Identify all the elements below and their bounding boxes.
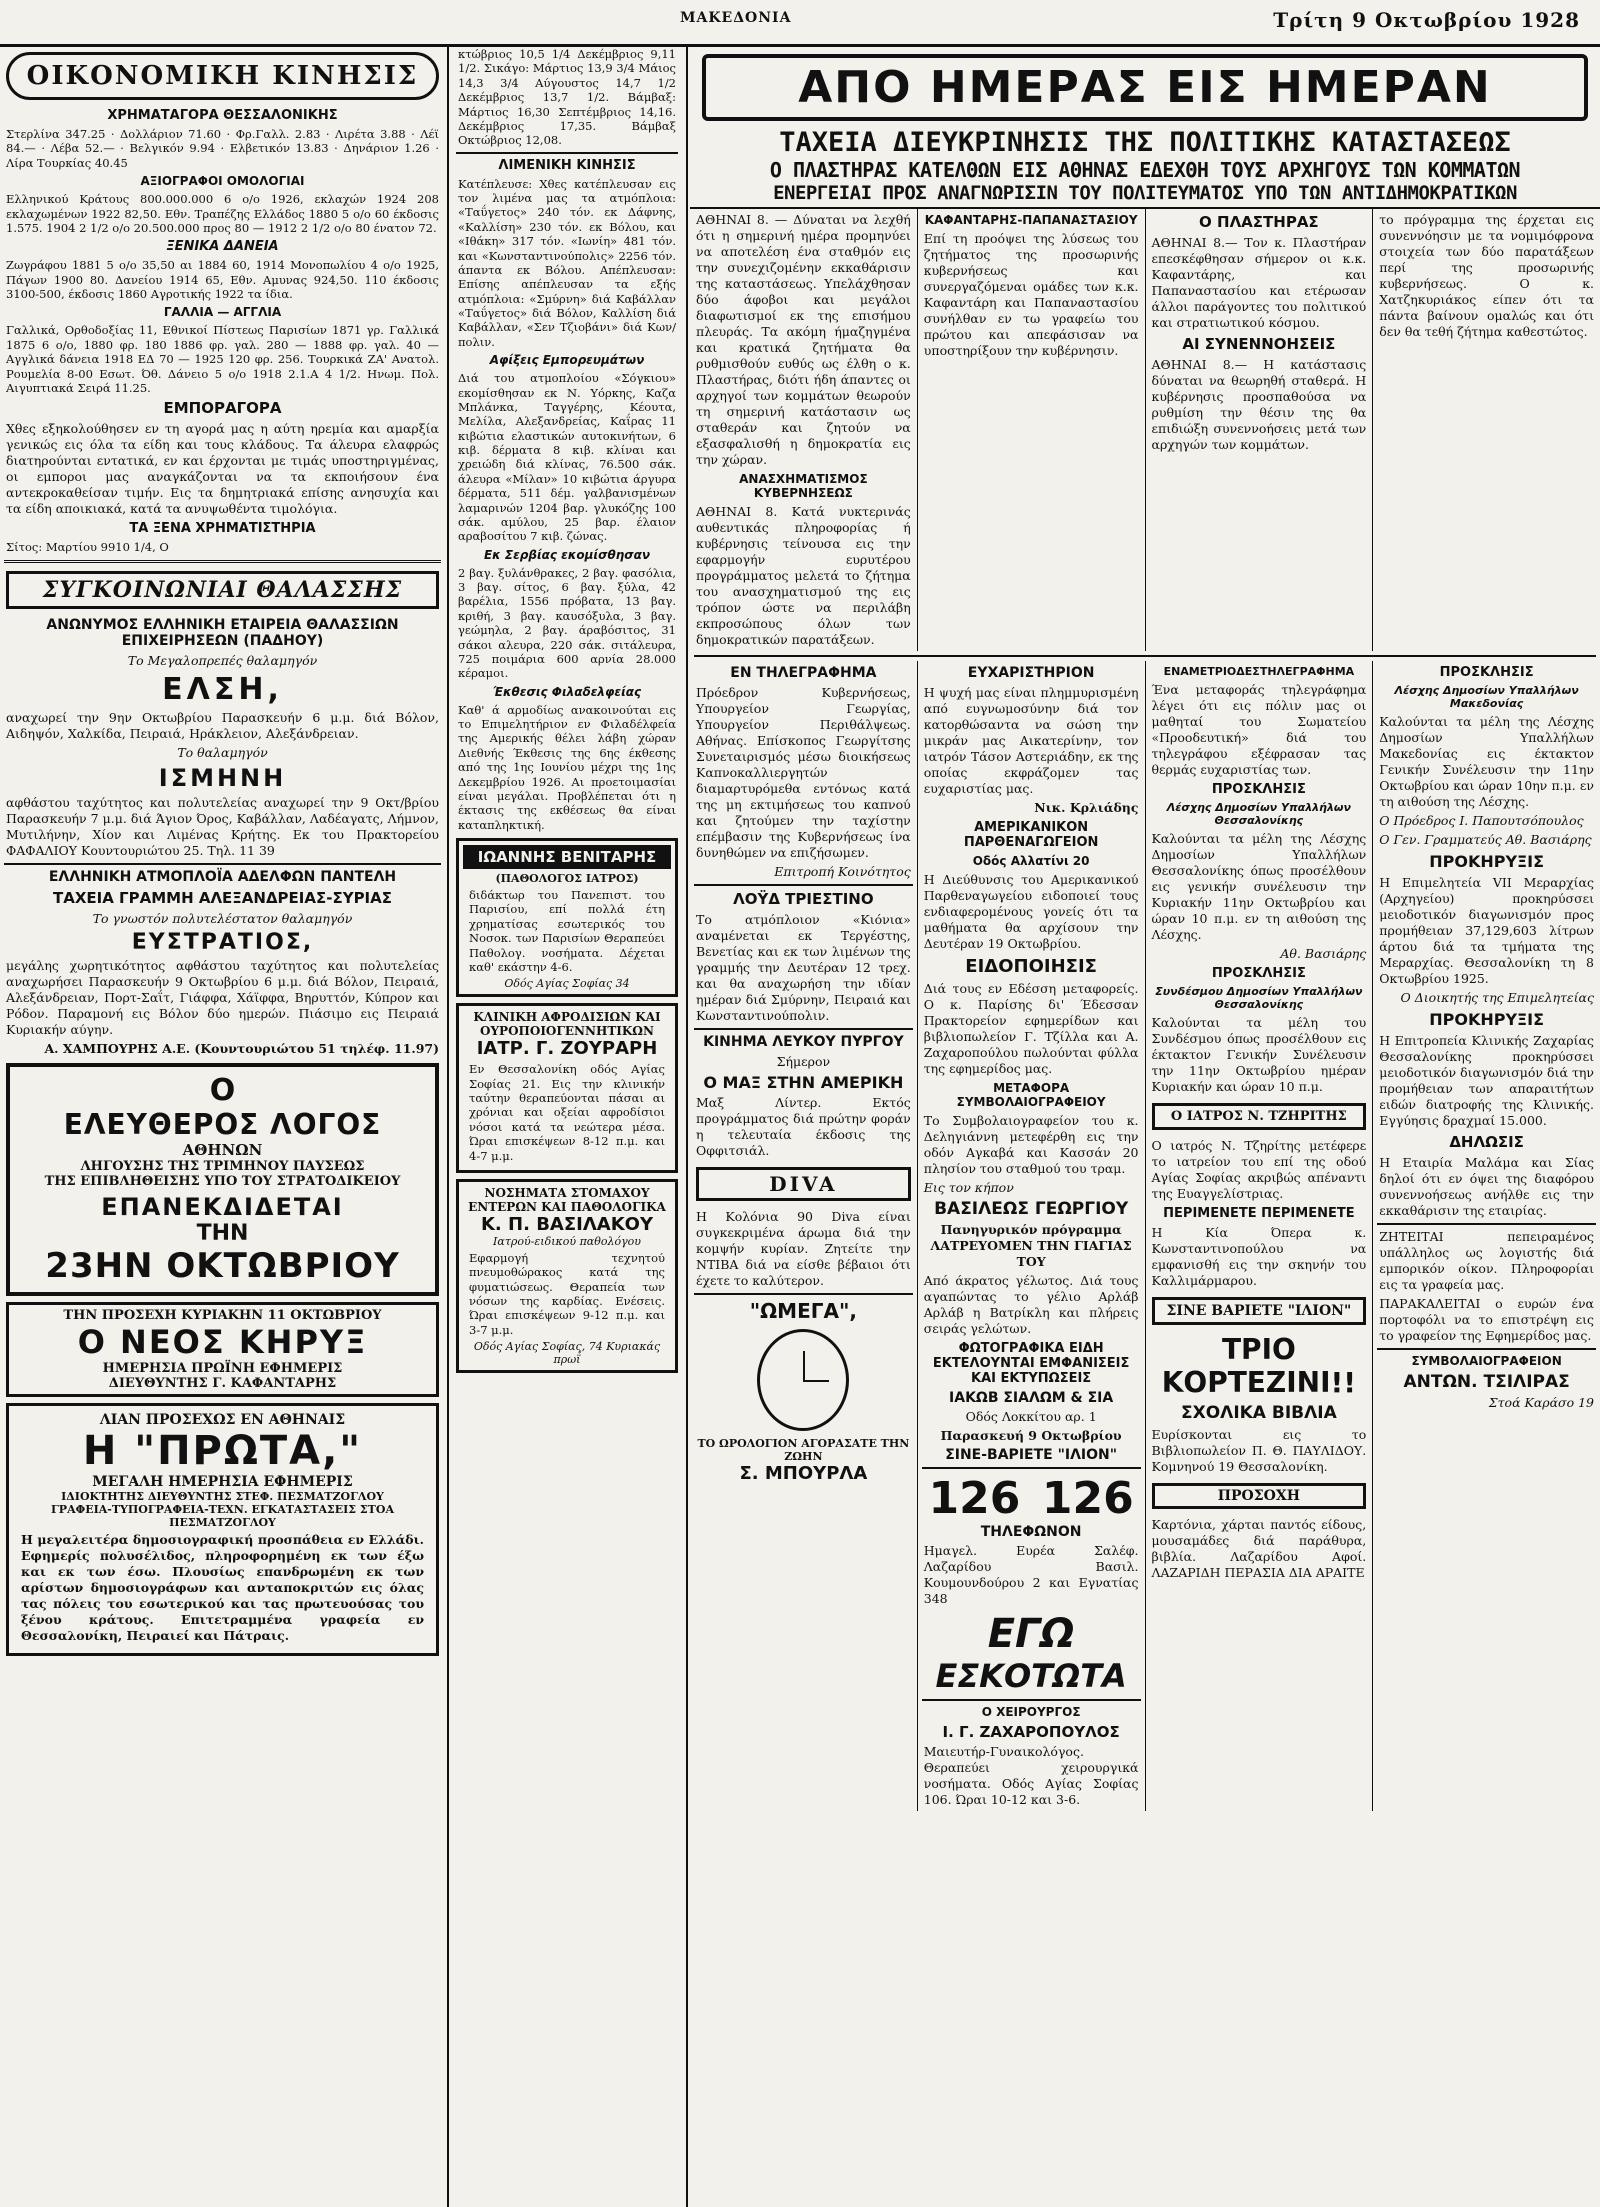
perimenete: ΠΕΡΙΜΕΝΕΤΕ ΠΕΡΙΜΕΝΕΤΕ bbox=[1163, 1206, 1355, 1221]
foreign-exchange-text: Σίτος: Μαρτίου 9910 1/4, Ο bbox=[6, 540, 169, 555]
foreign-loans-title: ΞΕΝΙΚΑ ΔΑΝΕΙΑ bbox=[166, 239, 279, 255]
foreign-loans-text: Ζωγράφου 1881 5 ο/ο 35,50 αι 1884 60, 1914 Μονοπωλίου 4 ο/ο 1925, Πάγων 1900 80. Δανείου 1914 65, Εθν. Αμυνας 924,50. 110 έκδοσις 3100-500, έκδοσις 1860 Αγροτικής 1922 τα ίδια. bbox=[6, 258, 439, 301]
eleftheros-logos-ad bbox=[6, 1063, 439, 1296]
bonds-text: Ελληνικού Κράτους 800.000.000 6 ο/ο 1926, εκλαχών 1924 208 εκλαχωμένων 1922 82,50. Εθν. Τραπέζης Ελλάδος 1880 5 ο/ο 60 έκδοσις 1.575. 1904 2 1/2 ο/ο 20.500.000 προς 80 — 1912 2 1/2 ο/ο 80 ένατον 72. bbox=[6, 192, 439, 235]
metafora-title: ΜΕΤΑΦΟΡΑ ΣΥΜΒΟΛΑΙΟΓΡΑΦΕΙΟΥ bbox=[956, 1081, 1106, 1109]
enam-text: Ένα μεταφοράς τηλεγράφημα λέγει ότι εις πόλιν μας οι μαθηταί του Σωματείου «Προοδευτική» διά του τηλεγράφου εξέφρασαν τας θερμάς ευχαριστίας των. bbox=[1151, 682, 1367, 777]
sxol-title: ΣΧΟΛΙΚΑ ΒΙΒΛΙΑ bbox=[1180, 1403, 1337, 1423]
prota-text: Η μεγαλειτέρα δημοσιογραφική προσπάθεια εν Ελλάδι. Εφημερίς πολυσέλιδος, πληροφορημένη εκ των έξω και εκ των έσω. Πλουσίως επανδρωμένη εκ των αρίστων δημοσιογράφων και ανταποκριτών εις όλας τας πόλεις του εσωτερικού και τας πρωτευούσας του ξένου κράτους. Επιτετραμμένα γραφεία εν Θεσσαλονίκη, Πειραιεί και Πάτραις. bbox=[21, 1531, 424, 1643]
keryx-top: ΤΗΝ ΠΡΟΣΕΧΗ ΚΥΡΙΑΚΗΝ 11 ΟΚΤΩΒΡΙΟΥ bbox=[63, 1307, 382, 1323]
ship1-name: ΕΛΣΗ, bbox=[162, 671, 283, 707]
lloyd-title: ΛΟΫΔ ΤΡΙΕΣΤΙΝΟ bbox=[733, 890, 874, 908]
clinic-text: Εν Θεσσαλονίκη οδός Αγίας Σοφίας 21. Εις την κλινικήν ταύτην θεραπεύονται πάσαι αι χρόνιαι και οξείαι αφροδίσιοι νόσοι κατά τα νεώτερα μέσα. Ώραι επισκέψεων 8-12 π.μ. και 4-7 μ.μ. bbox=[469, 1062, 665, 1163]
divider bbox=[4, 560, 441, 563]
prosk1-text: Καλούνται τα μέλη της Λέσχης Δημοσίων Υπαλλήλων Θεσσαλονίκης όπως προσέλθουν εις γενικήν συνέλευσιν την Κυριακήν 11ην Οκτωβρίου και ώραν 10 π.μ. εν τη αιθούση της Λέσχης. bbox=[1151, 831, 1367, 942]
iatros-title: Ο ΙΑΤΡΟΣ Ν. ΤΖΗΡΙΤΗΣ bbox=[1152, 1103, 1367, 1130]
vasilakou-addr: Οδός Αγίας Σοφίας, 74 Κυριακάς πρωΐ bbox=[473, 1340, 661, 1367]
ship3-agent: Α. ΧΑΜΠΟΥΡΗΣ Α.Ε. (Κουντουριώτου 51 τηλέφ. 11.97) bbox=[44, 1040, 439, 1056]
clinic-doctor: ΙΑΤΡ. Γ. ΖΟΥΡΑΡΗ bbox=[476, 1038, 658, 1060]
clinic-title: ΚΛΙΝΙΚΗ ΑΦΡΟΔΙΣΙΩΝ ΚΑΙ ΟΥΡΟΠΟΙΟΓΕΝΝΗΤΙΚΩΝ bbox=[473, 1010, 661, 1039]
prosk1-sign: Αθ. Βασιάρης bbox=[1280, 946, 1367, 961]
logos-name: ΕΛΕΥΘΕΡΟΣ ΛΟΓΟΣ bbox=[63, 1107, 382, 1141]
symv-addr: Στοά Καράσο 19 bbox=[1488, 1395, 1594, 1410]
xeir-text: Μαιευτήρ-Γυναικολόγος. Θεραπεύει χειρουργικά νοσήματα. Οδός Αγίας Σοφίας 106. Ώραι 10-12 και 3-6. bbox=[923, 1744, 1139, 1807]
phila-text: Καθ' ά αρμοδίως ανακοινούται εις το Επιμελητήριον εν Φιλαδέλφεία της Αμερικής θέλει λάβη χώραν Διεθνής Έκθεσις της 6ης έκθεσης από της 1ης Ιουνίου μέχρι της 1ης Δεκεμβρίου 1926. Αι προετοιμασίαι είναι μεγάλαι. Προβλέπεται ότι η έκτασις της εκθέσεως θα είναι καταπληκτική. bbox=[458, 702, 676, 832]
venitaris-name: ΙΩΑΝΝΗΣ ΒΕΝΙΤΑΡΗΣ bbox=[463, 845, 671, 869]
issue-date: Τρίτη 9 Οκτωβρίου 1928 bbox=[1273, 8, 1580, 32]
econ-section-title: ΟΙΚΟΝΟΜΙΚΗ ΚΙΝΗΣΙΣ bbox=[6, 52, 439, 100]
column-middle bbox=[452, 44, 682, 1379]
symv-name: ΑΝΤΩΝ. ΤΣΙΛΙΡΑΣ bbox=[1403, 1372, 1570, 1392]
prosoxi-text: Καρτόνια, χάρται παντός είδους, μουσαμάδες διά παράθυρα, βιβλία. Λαζαρίδου Αφοί. ΛΑΖΑΡΙΔΗ ΠΕΡΑΣΙΑ ΔΙΑ ΑΡΑΙΤΕ bbox=[1151, 1517, 1367, 1580]
efch-text: Η ψυχή μας είναι πλημμυρισμένη από ευγνωμοσύνην διά τον κατορθώσαντα να σώση την μικράν μας Αικατερίνην, τον ιατρόν Τάσον Αστεριάδην, εκ της οποίας εκφράζομεν τας ευχαριστίας μας. bbox=[923, 685, 1139, 796]
arrivals-text: Διά του ατμοπλοίου «Σόγκιου» εκομίσθησαν εκ Ν. Υόρκης, Καζα Μπλάνκα, Ταγγέρης, Κέουτα, Μελίλα, Αλεξανδρείας, Καΐρας 11 κιβώτια ελαστικών αυτοκινήτων, 6 κιβ. δέρματα 8 κιβ. κλίναι και χρειώδη διά κλίνας, 76.500 σάκ. άλευρα «Μίλαν» 10 κιβώτια άργυρα δέρματα, 511 δέμ. γαλβανισμένων λαμαρινών 1204 βαρ. γλυκόζης 100 σάκ. αμύλου, 25 βαρ. έλαιον αραβοσίτου 7 κιβ. ζώνας. bbox=[458, 371, 676, 544]
divider bbox=[1377, 1223, 1596, 1225]
prota-owner: ΙΔΙΟΚΤΗΤΗΣ ΔΙΕΥΘΥΝΤΗΣ ΣΤΕΦ. ΠΕΣΜΑΤΖΟΓΛΟΥ bbox=[61, 1489, 384, 1503]
main-banner: ΑΠΟ ΗΜΕΡΑΣ ΕΙΣ ΗΜΕΡΑΝ bbox=[702, 54, 1588, 121]
politics-columns bbox=[690, 209, 1600, 651]
prota-top: ΛΙΑΝ ΠΡΟΣΕΧΩΣ ΕΝ ΑΘΗΝΑΙΣ bbox=[99, 1411, 346, 1428]
ship3-company: ΕΛΛΗΝΙΚΗ ΑΤΜΟΠΛΟΪΑ ΑΔΕΛΦΩΝ ΠΑΝΤΕΛΗ bbox=[48, 868, 397, 885]
column-rule bbox=[447, 44, 449, 2207]
omega-sub: ΤΟ ΩΡΟΛΟΓΙΟΝ ΑΓΟΡΑΣΑΤΕ ΤΗΝ ΖΩΗΝ bbox=[697, 1437, 910, 1463]
shipping-header: ΣΥΓΚΟΙΝΩΝΙΑΙ ΘΑΛΑΣΣΗΣ bbox=[6, 571, 439, 609]
vasilakou-name: Κ. Π. ΒΑΣΙΛΑΚΟΥ bbox=[480, 1213, 653, 1235]
commerce-text: Χθες εξηκολούθησεν εν τη αγορά μας η αύτη ηρεμία και αμαρξία γενικώς εις όλα τα είδη και τους κλάδους. Τα άλευρα ελαφρώς διατηρούνται εντατικά, εν και έρχονται με τιμάς υποστηριγμένας, οι εμποροι μας αναγκάζονται να τα εκποιήσουν ένα αντεκροκαθείσαν τιμήν. Εις τα δημητριακά επίσης ανησυχία και τα είδη αποικιακά, κατά τα ανυψωθέντα τιμολόγια. bbox=[6, 421, 439, 517]
intl-title: ΓΑΛΛΙΑ — ΑΓΓΛΙΑ bbox=[163, 305, 282, 320]
logos-o: Ο bbox=[209, 1072, 236, 1108]
logos-line2: ΤΗΣ ΕΠΙΒΛΗΘΕΙΣΗΣ ΥΠΟ ΤΟΥ ΣΤΡΑΤΟΔΙΚΕΙΟΥ bbox=[44, 1173, 401, 1189]
prok2-title: ΠΡΟΚΗΡΥΞΙΣ bbox=[1429, 1010, 1545, 1029]
far-prosk-sub: Λέσχης Δημοσίων Υπαλλήλων Μακεδονίας bbox=[1394, 684, 1579, 710]
amer-title: ΑΜΕΡΙΚΑΝΙΚΟΝ ΠΑΡΘΕΝΑΓΩΓΕΙΟΝ bbox=[963, 820, 1099, 850]
photo-addr: Οδός Λοκκίτου αρ. 1 bbox=[965, 1409, 1097, 1424]
omega-shop: Σ. ΜΠΟΥΡΛΑ bbox=[739, 1463, 868, 1484]
arrivals-title: Αφίξεις Εμπορευμάτων bbox=[489, 353, 645, 368]
bourse-rates: Στερλίνα 347.25 · Δολλάριον 71.60 · Φρ.Γαλλ. 2.83 · Λιρέτα 3.88 · Λέϊ 84.— · Λέβα 52.— · Βελγικόν 9.94 · Ελβετικόν 13.83 · Δηνάριον 1.26 · Λίρα Τουρκίας 40.45 bbox=[6, 127, 439, 170]
keryx-name: Ο ΝΕΟΣ ΚΗΡΥΞ bbox=[77, 1322, 368, 1361]
telegraph-title: ΕΝ ΤΗΛΕΓΡΑΦΗΜΑ bbox=[730, 665, 877, 681]
ship2-text: αφθάστου ταχύτητος και πολυτελείας αναχωρεί την 9 Οκτ/βρίου Παρασκευήν 7 μ.μ. διά Άγιον Όρος, Καβάλλαν, Λαδέαγατς, Λήμνον, Μυτιλήνην, Χίον και Λιμένας Κρήτης. Εκ του Πρακτορείου ΦΑΦΑΛΙΟΥ Κουντουριώτου 25. Τηλ. 11 39 bbox=[6, 794, 439, 858]
keryx-sub: ΗΜΕΡΗΣΙΑ ΠΡΩΪΝΗ ΕΦΗΜΕΡΙΣ bbox=[102, 1360, 343, 1376]
kipos-intro: Εις τον κήπον bbox=[923, 1180, 1014, 1195]
logos-city: ΑΘΗΝΩΝ bbox=[182, 1140, 263, 1159]
venitaris-addr: Οδός Αγίας Σοφίας 34 bbox=[504, 977, 630, 991]
venitaris-ad bbox=[456, 838, 678, 997]
prosk2-text: Καλούνται τα μέλη του Συνδέσμου όπως προσέλθουν εις έκτακτον Γενικήν Συνέλευσιν την 11ην Οκτωβρίου ημέραν Κυριακήν και ώραν 10 π.μ. bbox=[1151, 1015, 1367, 1094]
paper-name: ΜΑΚΕΔΟΝΙΑ bbox=[680, 10, 792, 26]
prota-sub: ΜΕΓΑΛΗ ΗΜΕΡΗΣΙΑ ΕΦΗΜΕΡΙΣ bbox=[92, 1473, 353, 1490]
tel-number-right: 126 bbox=[1041, 1473, 1134, 1524]
omega-title: "ΩΜΕΓΑ", bbox=[749, 1299, 857, 1323]
grain-prices: κτώβριος 10,5 1/4 Δεκέμβριος 9,11 1/2. Σικάγο: Μάρτιος 13,9 3/4 Μάιος 14,3 3/4 Αύγουστος 14,7 1/2 Δεκέμβριος 13,7 1/2. Βάμβαξ: Μάρτιος 16,30 Σεπτέμβριος 14,16. Δεκέμβριος 17,35. Βάμβαξ Οκτώβριος 12,08. bbox=[458, 47, 676, 148]
divider bbox=[694, 1293, 913, 1295]
intl-text: Γαλλικά, Ορθοδοξίας 11, Εθνικοί Πίστεως Παρισίων 1871 γρ. Γαλλικά 1875 6 ο/ο, 1880 φρ. 180 1886 φρ. γαλ. 280 — 1888 φρ. γαλ. 40 — Αγγλικά δάνεια 1918 ΕΔ 70 — 1925 120 φρ. 256. Τουρκικά ΖΑ' Ανατολ. Ρουμελία 8-00 Εσωτ. Όθ. Δάνειο 5 ο/ο 1918 2.1.Α 4 1/2. Ηνωμ. Πολ. Αιγυπτιακά Σειρά 11.25. bbox=[6, 323, 439, 395]
ship3-route: ΤΑΧΕΙΑ ΓΡΑΜΜΗ ΑΛΕΞΑΝΔΡΕΙΑΣ-ΣΥΡΙΑΣ bbox=[52, 888, 392, 907]
kinima-title: ΚΙΝΗΜΑ ΛΕΥΚΟΥ ΠΥΡΓΟΥ bbox=[703, 1034, 904, 1050]
divider bbox=[694, 884, 913, 886]
far-prosk-sign1: Ο Πρόεδρος Ι. Παπουτσόπουλος bbox=[1379, 813, 1584, 828]
prota-name: Η "ΠΡΩΤΑ," bbox=[82, 1427, 363, 1474]
logos-date: 23ΗΝ ΟΚΤΩΒΡΙΟΥ bbox=[45, 1245, 400, 1286]
kipos-text: Από άκρατος γέλωτος. Διά τους αγαπώντας το γέλιο Αρλάβ Αρλάβ η Βατρίκλη και πλήρεις σειράς γελώτων. bbox=[923, 1273, 1139, 1336]
phila-title: Έκθεσις Φιλαδελφείας bbox=[492, 684, 642, 699]
lower-columns bbox=[690, 661, 1600, 1811]
photo-title: ΦΩΤΟΓΡΑΦΙΚΑ ΕΙΔΗ ΕΚΤΕΛΟΥΝΤΑΙ ΕΜΦΑΝΙΣΕΙΣ ΚΑΙ ΕΚΤΥΠΩΣΕΙΣ bbox=[932, 1341, 1130, 1386]
far-prosk-sign2: Ο Γεν. Γραμματεύς Αθ. Βασιάρης bbox=[1379, 832, 1592, 847]
port-text: Κατέπλευσε: Χθες κατέπλευσαν εις τον λιμένα μας τα ατμόπλοια: «Ταΰγετος» 240 τόν. εκ Δάφνης, «Καλλίση» 230 τόν. εκ Βόλου, και «Ιθάκη» 317 τόν. «Ιωνίη» 481 τόν. και «Κωνσταντινούπολις» 2256 τόν. άπαντα εκ Βόλου. Απέπλευσαν: Επίσης απέπλευσαν τα εξής ατμόπλοια: «Σμύρνη» διά Καβάλλαν «Ταΰγετος» διά Βόλον, Καλλίση διά Καβάλλαν, «Σεν Τζιοβάνι» διά Κων/πολιν. bbox=[458, 176, 676, 349]
telephone-ad bbox=[918, 1473, 1145, 1524]
kafantaris-text: Επί τη προόψει της λύσεως του ζητήματος της προσωρινής κυβερνήσεως και συνεργαζόμεναι ομάδες των κ.κ. Καφαντάρη και Παπαναστασίου συνήλθαν εν τω γραφείω του πρώτου και απεφάσισαν να υποστηρίξουν την κυβέρνησιν. bbox=[923, 231, 1139, 358]
watch-icon bbox=[757, 1329, 849, 1431]
sxol-text: Ευρίσκονται εις το Βιβλιοπωλείον Π. Θ. ΠΑΥΛΙΔΟΥ. Κομνηνού 19 Θεσσαλονίκη. bbox=[1151, 1427, 1367, 1474]
photo-date: Παρασκευή 9 Οκτωβρίου bbox=[940, 1428, 1122, 1443]
plastiras-title: Ο ΠΛΑΣΤΗΡΑΣ bbox=[1199, 213, 1319, 231]
prok1-sign: Ο Διοικητής της Επιμελητείας bbox=[1400, 990, 1594, 1005]
lead-article: ΑΘΗΝΑΙ 8. — Δύναται να λεχθή ότι η σημερινή ημέρα προμηνύει να αποτελέση ένα σταθμόν εις την συνεχιζομένην εκκαθάρισιν της καταστάσεως. Υπελάχθησαν δύο άφοβοι και μεγάλοι διαφωτισμοί εκ της επισήμου πλευράς. Τα ακόμη ήμαζηγμένα και κρατικά ζητήματα θα ρυθμισθούν ευθύς ως έλθη ο κ. Πλαστήρας, διότι ήδη άπαντες οι αρχηγοί των κομμάτων θεωρούν τη σημερινή κατάστασιν ως σταθεράν και ζητούν να εξασφαλισθή η δημοκρατία εις την χώραν. bbox=[696, 212, 911, 467]
efch-title: ΕΥΧΑΡΙΣΤΗΡΙΟΝ bbox=[967, 665, 1095, 681]
ego-line1: ΕΓΩ bbox=[987, 1611, 1075, 1657]
ship1-intro: Το Μεγαλοπρεπές θαλαμηγόν bbox=[127, 652, 318, 668]
dilosis-text: Η Εταιρία Μαλάμα και Σίας δηλοί ότι εν όψει της διαφόρου συνεννοήσεως ανήλθε εις την εκκαθάρισιν της εταιρίας. bbox=[1379, 1155, 1594, 1218]
kyvernisis-title: ΑΝΑΣΧΗΜΑΤΙΣΜΟΣ ΚΥΒΕΡΝΗΣΕΩΣ bbox=[739, 472, 868, 500]
amer-text: Η Διεύθυνσις του Αμερικανικού Παρθεναγωγείου ειδοποιεί τους ενδιαφερομένους γονείς ότι τα μαθήματα θα αρχίσουν την Δευτέραν 19 Οκτωβρίου. bbox=[923, 872, 1139, 951]
kipos-sub: Πανηγυρικόν πρόγραμμα ΛΑΤΡΕΥΟΜΕΝ ΤΗΝ ΓΙΑΓΙΑΣ ΤΟΥ bbox=[930, 1222, 1132, 1269]
divider bbox=[1377, 1348, 1596, 1350]
masthead bbox=[0, 0, 1600, 47]
telegraph-sign: Επιτροπή Κοινότητος bbox=[774, 864, 911, 879]
column-left bbox=[0, 44, 445, 1662]
amer-sub: Οδός Αλλατίνι 20 bbox=[972, 854, 1090, 868]
ship2-name: ΙΣΜΗΝΗ bbox=[158, 763, 287, 792]
metafora-text: Το Συμβολαιογραφείον του κ. Δεληγιάννη μετεφέρθη εις την οδόν Αγκαβά και Κασσάν 20 πλησίον του σταθμού του τραμ. bbox=[923, 1113, 1139, 1176]
prok2-text: Η Επιτροπεία Κλινικής Ζαχαρίας Θεσσαλονίκης προκηρύσσει μειοδοτικόν διαγωνισμόν διά την προμήθειαν των απαραιτήτων ειδών διατροφής της Κλινικής. Εγγύησις δραχμαί 15.000. bbox=[1379, 1033, 1594, 1128]
synennoiseis-text: ΑΘΗΝΑΙ 8.— Η κατάστασις δύναται να θεωρηθή σταθερά. Η κυβέρνησις προσπαθούσα να ρυθμίση την θέσιν της θα επιδιώξη συνεννοήσεις μετά των αρχηγών των κομμάτων. bbox=[1151, 357, 1367, 452]
prosk2-sub: Συνδέσμου Δημοσίων Υπαλλήλων Θεσσαλονίκης bbox=[1155, 985, 1363, 1011]
vasilakou-sub: Ιατρού-ειδικού παθολόγου bbox=[493, 1234, 641, 1248]
headline-3: ΕΝΕΡΓΕΙΑΙ ΠΡΟΣ ΑΝΑΓΝΩΡΙΣΙΝ ΤΟΥ ΠΟΛΙΤΕΥΜΑΤΟΣ ΥΠΟ ΤΩΝ ΑΝΤΙΔΗΜΟΚΡΑΤΙΚΩΝ bbox=[690, 182, 1600, 209]
far-prosk-title: ΠΡΟΣΚΛΗΣΙΣ bbox=[1439, 665, 1534, 680]
prota-ad bbox=[6, 1403, 439, 1656]
far-prosk-text: Καλούνται τα μέλη της Λέσχης Δημοσίων Υπαλλήλων Μακεδονίας εις έκτακτον Γενικήν Συνέλευσιν την 11ην Οκτωβρίου και ώραν 10ην π.μ. εν τη αιθούση της Λέσχης. bbox=[1379, 714, 1594, 809]
eid-text: Διά τους εν Εδέσση μεταφορείς. Ο κ. Παρίσης δι' Έδεσσαν Πρακτορείον εφημερίδων και βιβλιοπωλείον Γ. Τζίλλα και Α. Ζαχαροπούλου πωλούνται φύλλα της εφημερίδος μας. bbox=[923, 981, 1139, 1076]
parakaleitai-text: ΠΑΡΑΚΑΛΕΙΤΑΙ ο ευρών ένα πορτοφόλι να το επιστρέψη εις το γραφείον της Εφημερίδος μας. bbox=[1379, 1296, 1594, 1343]
kafantaris-title: ΚΑΦΑΝΤΑΡΗΣ-ΠΑΠΑΝΑΣΤΑΣΙΟΥ bbox=[924, 213, 1138, 227]
bonds-title: ΑΞΙΟΓΡΑΦΟΙ ΟΜΟΛΟΓΙΑΙ bbox=[140, 174, 305, 189]
prosk2-title: ΠΡΟΣΚΛΗΣΙΣ bbox=[1211, 966, 1306, 981]
vasilakou-text: Εφαρμογή τεχνητού πνευμοθώρακος κατά της φυματιώσεως. Θεραπεία των νόσων της καρδίας. Ενέσεις. Ώραι επισκέψεων 9-12 π.μ. και 3-7 μ.μ. bbox=[469, 1250, 665, 1337]
serbia-title: Εκ Σερβίας εκομίσθησαν bbox=[483, 547, 651, 562]
photo-shop: ΙΑΚΩΒ ΣΙΑΛΩΜ & ΣΙΑ bbox=[949, 1390, 1114, 1406]
perimenete-text: Η Κία Όπερα κ. Κωνσταντινοπούλου να εμφανισθή εις την σκηνήν του Καλλιμάρμαρου. bbox=[1151, 1225, 1367, 1288]
diva-text: Η Κολόνια 90 Diva είναι συγκεκριμένα άρωμα διά την κομψήν κυρίαν. Ζητείτε την ΝΤΙΒΑ διά να είσθε βέβαιοι ότι έχετε το καλύτερον. bbox=[696, 1209, 911, 1288]
kinima-sub: Σήμερον bbox=[776, 1054, 831, 1069]
ship3-text: μεγάλης χωρητικότητος αφθάστου ταχύτητος και πολυτελείας αναχωρήσει Παρασκευήν 9 Οκτωβρίου 6 μ.μ. διά Βόλον, Πειραιά, Αλεξάνδρειαν, Πορτ-Σαΐτ, Γιάφφα, Χάϊφφα, Βηρυττόν, Κύπρον και Ρόδον. Παραμονή εις Βόλον δύο ημερών. Πιάσιμο εις Πειραιά Κυριακήν αύγην. bbox=[6, 957, 439, 1037]
logos-line4: ΤΗΝ bbox=[196, 1220, 249, 1246]
ship1-text: αναχωρεί την 9ην Οκτωβρίου Παρασκευήν 6 μ.μ. διά Βόλον, Αιδηψόν, Χαλκίδα, Πειραιά, Ηράκλειον, Αλεξάνδρειαν. bbox=[6, 709, 439, 741]
ship3-name: ΕΥΣΤΡΑΤΙΟΣ, bbox=[131, 929, 314, 955]
venitaris-text: διδάκτωρ του Πανεπιστ. του Παρισίου, επί πολλά έτη χρηματίσας εσωτερικός του Νοσοκ. των Παρισίων Θεραπεύει Παθολογ. νοσήματα. Δέχεται καθ' εκάστην 4-6. bbox=[469, 888, 665, 974]
kyvernisis-text: ΑΘΗΝΑΙ 8. Κατά νυκτερινάς αυθεντικάς πληροφορίας ή κυβέρνησις τείνουσα εις την εφαρμογήν ευρυτέρου προγράμματος μελετά το ζήτημα του ανασχηματισμού της εις τρόπον ώστε να περιλάβη εκπροσώπους όλων των δημοκρατικών παρατάξεων. bbox=[696, 504, 911, 647]
photo-show: ΣΙΝΕ-ΒΑΡΙΕΤΕ "ΙΛΙΟΝ" bbox=[945, 1447, 1118, 1463]
ship2-intro: Το θαλαμηγόν bbox=[177, 744, 268, 760]
prok1-text: Η Επιμελητεία VII Μεραρχίας (Αρχηγείου) προκηρύσσει μειοδοτικόν διαγωνισμόν προς προμήθειαν 37,129,603 λίτρων άρτου διά τα τμήματα της Μεραρχίας. Θεσσαλονίκη τη 8 Οκτωβρίου 1925. bbox=[1379, 875, 1594, 986]
xeir-title: Ο ΧΕΙΡΟΥΡΓΟΣ bbox=[981, 1705, 1081, 1719]
tel-text: Ημαγελ. Ευρέα Σαλέφ. Λαζαρίδου Βασιλ. Κουμουνδούρου 2 και Εγνατίας 348 bbox=[923, 1543, 1139, 1606]
logos-line3: ΕΠΑΝΕΚΔΙΔΕΤΑΙ bbox=[101, 1192, 344, 1221]
tel-label: ΤΗΛΕΦΩΝΟΝ bbox=[980, 1524, 1082, 1540]
kinima-film: Ο ΜΑΞ ΣΤΗΝ ΑΜΕΡΙΚΗ bbox=[703, 1073, 904, 1092]
efch-sign: Νικ. Κρλιάδης bbox=[1034, 800, 1139, 815]
kinima-text: Μαξ Λίντερ. Εκτός προγράμματος διά πρώτην φοράν η τελευταία έκδοσις της Οφφιτσιάλ. bbox=[696, 1095, 911, 1158]
ego-line2: ΕΣΚΟΤΩΤΑ bbox=[935, 1657, 1127, 1695]
venitaris-sub: (ΠΑΘΟΛΟΓΟΣ ΙΑΤΡΟΣ) bbox=[495, 872, 639, 885]
lloyd-text: Το ατμόπλοιον «Κιόνια» αναμένεται εκ Τεργέστης, Βενετίας και εκ των λιμένων της γραμμής την Δευτέραν 12 τρεχ. και θα αναχωρήση την ιδίαν ημέραν διά Σμύρνην, Πειραιά και Κωνσταντινούπολιν. bbox=[696, 912, 911, 1023]
column-right bbox=[690, 44, 1600, 1811]
neos-keryx-ad bbox=[6, 1302, 439, 1397]
shipping-company: ΑΝΩΝΥΜΟΣ ΕΛΛΗΝΙΚΗ ΕΤΑΙΡΕΙΑ ΘΑΛΑΣΣΙΩΝ ΕΠΙΧΕΙΡΗΣΕΩΝ (ΠΑΔΗΟΥ) bbox=[46, 616, 399, 649]
divider bbox=[694, 1028, 913, 1030]
xeir-name: Ι. Γ. ΖΑΧΑΡΟΠΟΥΛΟΣ bbox=[942, 1723, 1120, 1741]
sine-title: ΣΙΝΕ ΒΑΡΙΕΤΕ "ΙΛΙΟΝ" bbox=[1152, 1297, 1367, 1325]
bourse-title: ΧΡΗΜΑΤΑΓΟΡΑ ΘΕΣΣΑΛΟΝΙΚΗΣ bbox=[107, 108, 338, 123]
prosk1-sub: Λέσχης Δημοσίων Υπαλλήλων Θεσσαλονίκης bbox=[1166, 801, 1351, 827]
foreign-exchange-title: ΤΑ ΞΕΝΑ ΧΡΗΜΑΤΙΣΤΗΡΙΑ bbox=[129, 521, 316, 537]
iatros-text: Ο ιατρός Ν. Τζηρίτης μετέφερε το ιατρείον του επί της οδού Αγίας Σοφίας ακριβώς απέναντι της Ευαγγελίστριας. bbox=[1151, 1138, 1367, 1201]
prota-addr: ΓΡΑΦΕΙΑ-ΤΥΠΟΓΡΑΦΕΙΑ-ΤΕΧΝ. ΕΓΚΑΤΑΣΤΑΣΕΙΣ ΣΤΟΑ ΠΕΣΜΑΤΖΟΓΛΟΥ bbox=[51, 1502, 394, 1529]
column-rule bbox=[686, 44, 688, 2207]
synennoiseis-title: ΑΙ ΣΥΝΕΝΝΟΗΣΕΙΣ bbox=[1182, 335, 1336, 353]
divider bbox=[4, 863, 441, 865]
eid-title: ΕΙΔΟΠΟΙΗΣΙΣ bbox=[965, 956, 1097, 977]
logos-line1: ΛΗΓΟΥΣΗΣ ΤΗΣ ΤΡΙΜΗΝΟΥ ΠΑΥΣΕΩΣ bbox=[80, 1158, 365, 1174]
divider bbox=[694, 655, 1596, 657]
diva-title: DIVA bbox=[696, 1167, 911, 1201]
trio-title: ΤΡΙΟ ΚΟΡΤΕΖΙΝΙ!! bbox=[1161, 1333, 1357, 1399]
port-title: ΛΙΜΕΝΙΚΗ ΚΙΝΗΣΙΣ bbox=[498, 157, 636, 173]
vasilakou-ad bbox=[456, 1179, 678, 1373]
ship3-intro: Το γνωστόν πολυτελέστατον θαλαμηγόν bbox=[92, 910, 353, 926]
divider bbox=[922, 1699, 1141, 1701]
telegraph-text: Πρόεδρον Κυβερνήσεως, Υπουργείον Γεωργίας, Υπουργείον Περιθάλψεως. Αθήνας. Επίσκοπος Γεωργίτσης Συνεταιρισμός μέσω διοικήσεως Καπνοκαλλιεργητών διαμαρτυρόμεθα εντόνως κατά της μη εκτιμήσεως του καπνού και ζητούμεν την ταχίστην επέμβασιν της Κυβερνήσεως ίνα δυνηθώμεν να επιζήσωμεν. bbox=[696, 685, 911, 860]
keryx-dir: ΔΙΕΥΘΥΝΤΗΣ Γ. ΚΑΦΑΝΤΑΡΗΣ bbox=[108, 1375, 337, 1391]
prok1-title: ΠΡΟΚΗΡΥΞΙΣ bbox=[1429, 852, 1545, 871]
headline-2: Ο ΠΛΑΣΤΗΡΑΣ ΚΑΤΕΛΘΩΝ ΕΙΣ ΑΘΗΝΑΣ ΕΔΕΧΘΗ ΤΟΥΣ ΑΡΧΗΓΟΥΣ ΤΩΝ ΚΟΜΜΑΤΩΝ bbox=[769, 158, 1521, 182]
prosk1-title: ΠΡΟΣΚΛΗΣΙΣ bbox=[1211, 782, 1306, 797]
kipos-title: ΒΑΣΙΛΕΩΣ ΓΕΩΡΓΙΟΥ bbox=[934, 1199, 1129, 1219]
tel-number-left: 126 bbox=[928, 1473, 1021, 1524]
far-right-article: το πρόγραμμα της έρχεται εις συνεννόησιν με τα νομιμόφρονα στοιχεία των δύο παρατάξεων περί της προσωρινής κυβερνήσεως. Ο κ. Χατζηκυριάκος είπεν ότι τα πάντα βαίνουν ομαλώς και ότι δεν θα τεθή ζήτημα καθεστώτος. bbox=[1379, 212, 1594, 339]
zourari-clinic-ad bbox=[456, 1003, 678, 1173]
symv-title: ΣΥΜΒΟΛΑΙΟΓΡΑΦΕΙΟΝ bbox=[1411, 1354, 1562, 1368]
plastiras-text: ΑΘΗΝΑΙ 8.— Τον κ. Πλαστήραν επεσκέφθησαν σήμερον οι κ.κ. Καφαντάρης, και Παπαναστασίου και ετέρωσαν άλλοι παράγοντες του πολιτικού και στρατιωτικού κόσμου. bbox=[1151, 235, 1367, 330]
zitountai-text: ΖΗΤΕΙΤΑΙ πεπειραμένος υπάλληλος ως λογιστής διά εμπορικόν οίκον. Πληροφορίαι εις τα γραφεία μας. bbox=[1379, 1229, 1594, 1292]
dilosis-title: ΔΗΛΩΣΙΣ bbox=[1449, 1133, 1524, 1151]
divider bbox=[922, 1467, 1141, 1469]
enam-title: ΕΝΑΜΕΤΡΙΟΔΕΣΤΗΛΕΓΡΑΦΗΜΑ bbox=[1163, 665, 1355, 678]
headline-1: ΤΑΧΕΙΑ ΔΙΕΥΚΡΙΝΗΣΙΣ ΤΗΣ ΠΟΛΙΤΙΚΗΣ ΚΑΤΑΣΤΑΣΕΩΣ bbox=[779, 127, 1511, 158]
vasilakou-title: ΝΟΣΗΜΑΤΑ ΣΤΟΜΑΧΟΥ ΕΝΤΕΡΩΝ ΚΑΙ ΠΑΘΟΛΟΓΙΚΑ bbox=[468, 1185, 666, 1214]
divider bbox=[456, 152, 678, 154]
commerce-title: ΕΜΠΟΡΑΓΟΡΑ bbox=[163, 399, 282, 418]
prosoxi-title: ΠΡΟΣΟΧΗ bbox=[1152, 1483, 1367, 1509]
serbia-text: 2 βαγ. ξυλάνθρακες, 2 βαγ. φασόλια, 3 βαγ. σίτος, 6 βαγ. ξύλα, 42 βαρέλια, 1556 πρόβατα, 13 βαγ. κριθή, 3 βαγ. καυσόξυλα, 3 βαγ. γεώμηλα, 2 βαγ. άραβόσιτος, 31 σάκοι αλευρα, 220 σάκ. σιτάλευρα, 725 ποιμάρια 600 αρνία 28.000 κέραμοι. bbox=[458, 565, 676, 681]
